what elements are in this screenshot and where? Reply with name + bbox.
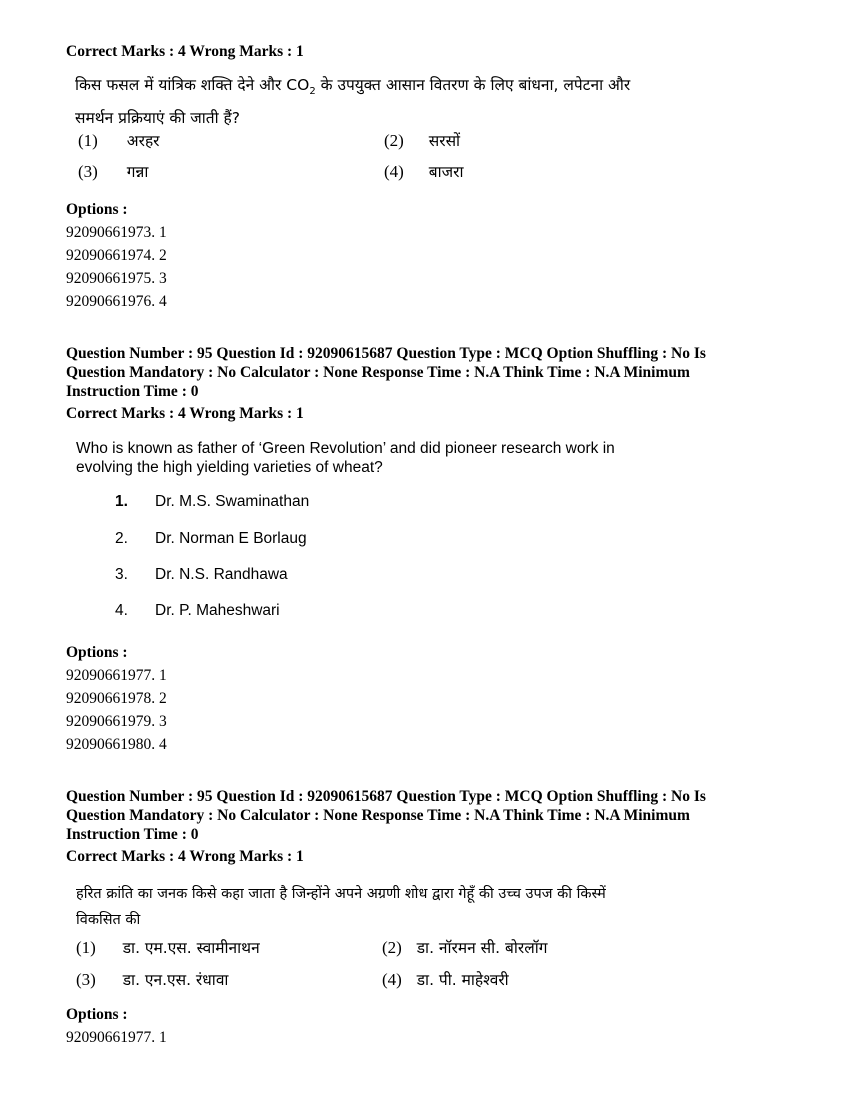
marks-line: Correct Marks : 4 Wrong Marks : 1 <box>66 405 304 422</box>
options-label: Options : <box>66 201 128 218</box>
choice-number: (3) <box>78 162 98 181</box>
choice-1 <box>115 493 309 511</box>
choice-number: (4) <box>384 162 404 181</box>
choice-text: गन्ना <box>126 163 149 181</box>
option-id: 92090661979. 3 <box>66 713 167 730</box>
question-text-line: विकसित की <box>76 912 141 928</box>
choice-4 <box>382 967 509 993</box>
choice-2 <box>384 128 460 154</box>
choice-2 <box>382 935 547 961</box>
choice-text: डा. एम.एस. स्वामीनाथन <box>122 939 260 957</box>
choice-text: अरहर <box>126 132 160 150</box>
choice-3 <box>115 566 288 584</box>
option-id: 92090661977. 1 <box>66 1029 167 1046</box>
choice-number: (1) <box>78 131 98 150</box>
choice-2 <box>115 530 307 548</box>
choice-1 <box>78 128 160 154</box>
choice-text: सरसों <box>428 132 461 150</box>
question-meta <box>66 344 806 401</box>
meta-line: Instruction Time : 0 <box>66 383 199 400</box>
choice-3 <box>78 159 148 185</box>
choice-number: 3. <box>115 566 128 583</box>
options-label: Options : <box>66 1006 128 1023</box>
options-label: Options : <box>66 644 128 661</box>
question-text-line: evolving the high yielding varieties of wheat? <box>76 459 383 476</box>
question-text-line: Who is known as father of ‘Green Revolution’ and did pioneer research work in <box>76 440 615 457</box>
choice-4 <box>384 159 464 185</box>
marks-line: Correct Marks : 4 Wrong Marks : 1 <box>66 43 304 60</box>
meta-line: Question Number : 95 Question Id : 92090615687 Question Type : MCQ Option Shuffling : No Is <box>66 345 706 362</box>
option-id: 92090661975. 3 <box>66 270 167 287</box>
choice-text: Dr. N.S. Randhawa <box>155 566 288 583</box>
meta-line: Question Number : 95 Question Id : 92090615687 Question Type : MCQ Option Shuffling : No Is <box>66 788 706 805</box>
choice-text: डा. नॉरमन सी. बोरलॉग <box>416 939 548 957</box>
choice-4 <box>115 602 280 620</box>
choice-number: (4) <box>382 970 402 989</box>
subscript: 2 <box>309 86 316 98</box>
choice-3 <box>76 967 228 993</box>
question-text-part: के उपयुक्त आसान वितरण के लिए बांधना, लपेटना और <box>315 76 631 94</box>
option-id: 92090661973. 1 <box>66 224 167 241</box>
choice-text: बाजरा <box>428 163 464 181</box>
choice-text: Dr. Norman E Borlaug <box>155 530 307 547</box>
option-id: 92090661978. 2 <box>66 690 167 707</box>
choice-number: 1. <box>115 493 128 510</box>
choice-1 <box>76 935 260 961</box>
marks-line: Correct Marks : 4 Wrong Marks : 1 <box>66 848 304 865</box>
meta-line: Question Mandatory : No Calculator : None Response Time : N.A Think Time : N.A Minimum <box>66 364 690 381</box>
choice-number: (2) <box>384 131 404 150</box>
choice-text: Dr. M.S. Swaminathan <box>155 493 310 510</box>
option-id: 92090661977. 1 <box>66 667 167 684</box>
choice-number: 4. <box>115 602 128 619</box>
question-text <box>76 881 816 933</box>
choice-text: डा. पी. माहेश्वरी <box>416 971 509 989</box>
meta-line: Instruction Time : 0 <box>66 826 199 843</box>
question-text <box>76 439 615 477</box>
meta-line: Question Mandatory : No Calculator : None Response Time : N.A Think Time : N.A Minimum <box>66 807 690 824</box>
choice-number: (2) <box>382 938 402 957</box>
choice-number: (3) <box>76 970 96 989</box>
choice-number: (1) <box>76 938 96 957</box>
option-id: 92090661974. 2 <box>66 247 167 264</box>
question-text <box>75 72 775 131</box>
option-id: 92090661980. 4 <box>66 736 167 753</box>
choice-text: Dr. P. Maheshwari <box>155 602 280 619</box>
question-text-line: समर्थन प्रक्रियाएं की जाती हैं? <box>75 109 241 128</box>
option-id: 92090661976. 4 <box>66 293 167 310</box>
choice-number: 2. <box>115 530 128 547</box>
question-text-part: किस फसल में यांत्रिक शक्ति देने और CO <box>75 76 310 94</box>
question-meta <box>66 787 806 844</box>
question-text-line: हरित क्रांति का जनक किसे कहा जाता है जिन्होंने अपने अग्रणी शोध द्वारा गेहूँ की उच्च उपज की किस्में <box>76 886 606 902</box>
choice-text: डा. एन.एस. रंधावा <box>122 971 229 989</box>
